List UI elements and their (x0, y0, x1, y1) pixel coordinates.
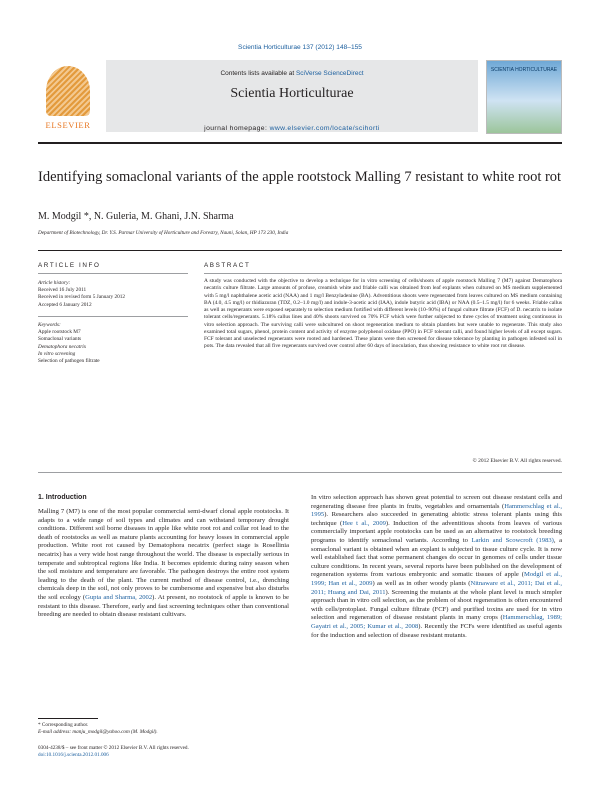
abstract-heading: ABSTRACT (204, 262, 251, 269)
footnote (38, 722, 289, 736)
homepage-link[interactable]: www.elsevier.com/locate/scihorti (269, 125, 380, 132)
intro-text: ). Screening the mutants at the whole plant level is much simpler approach than in vitro cell selection, as the problem of shoot regeneration is often encountered with cells/protoplast. Fungal culture filtrate (FCF) and purified toxins are used for in vitro selection and regeneration of disease resistant plants in many crops ( (311, 588, 562, 622)
intro-column-left (38, 508, 289, 620)
author-list: M. Modgil *, N. Guleria, M. Ghani, J.N. Sharma (38, 211, 234, 222)
keyword-item: Somaclonal variants (38, 336, 82, 343)
abstract-rule (204, 273, 562, 274)
article-info-heading: ARTICLE INFO (38, 262, 101, 269)
article-info-rule (38, 273, 188, 274)
journal-name: Scientia Horticulturae (230, 86, 354, 101)
article-title: Identifying somaclonal variants of the apple rootstock Malling 7 resistant to white root rot (38, 169, 562, 185)
contents-prefix: Contents lists available at (220, 70, 296, 77)
intro-text: ). Researchers also succeeded in generating abiotic stress tolerant plants using this technique ( (311, 511, 562, 527)
author-email[interactable]: E-mail address: manju_modgil@yahoo.com (M. Modgil). (38, 729, 158, 735)
history-label: Article history: (38, 280, 71, 286)
corresponding-author: * Corresponding author. (38, 722, 89, 728)
intro-text: ). At present, no rootstock of apple is known to be resistant to this disease. Therefore, early and fast screening techniques other than conventional breeding are needed to obtain disease resistant cultivars. (38, 593, 289, 619)
citation-link[interactable]: Hammerschlag, 1989; Gayatri et al., 2005; Kumar et al., 2008 (311, 614, 562, 630)
copyright-notice: © 2012 Elsevier B.V. All rights reserved. (472, 458, 562, 464)
abstract-end-rule (38, 472, 562, 473)
citation-link[interactable]: Hammerschlag et al., 1995 (311, 502, 562, 519)
contents-availability (106, 70, 478, 77)
intro-text: In vitro selection approach has shown great potential to screen out disease resistant cells and regenerating disease free plants in fruits, vegetables and ornamentals ( (311, 494, 562, 510)
citation-link[interactable]: Hee t al., 2009 (342, 519, 386, 527)
intro-text: ) as well as in other woody plants ( (372, 579, 471, 587)
keyword-item: Apple rootstock M7 (38, 329, 81, 336)
citation-link[interactable]: Modgil et al., 1999; Han et al., 2009 (311, 571, 563, 587)
citation-link[interactable]: Nitnaware et al., 2011; Dai et al., 2011; Huang and Dai, 2011 (311, 579, 562, 596)
abstract-text: A study was conducted with the objective to develop a technique for in vitro screening of cells/shoots of apple rootstock Malling 7 (M7) against Dematophora necatrix culture filtrate. Large amounts of profuse, creamish white and friable calli was obtained from leaf explants when cultured on MS medium supplemented with 5 mg/l naphthalene acetic acid (NAA) and 1 mg/l Benzyladenine (BA). Adventitious shoots were regenerated from leaves cultured on MS medium containing BA (4.0, 4.5 mg/l) or thidiazuran (TDZ, 0.2–1.0 mg/l) and indole-3-acetic acid (IAA), indole butyric acid (IBA) or NAA (0.5–1.5 mg/l) for 6 weeks. Friable callus as well as regenerants were exposed separately to selection medium fortified with different levels (10–90%) of fungal culture filtrate (FCF) of D. necatrix to isolate tolerant cells/regenerants. 5.18% callus lines and 40% shoots survived on 70% FCF which were further subjected to three cycles of treatment using continuous in vitro selection approach. The surviving calli were subcultured on shoot regeneration medium to obtain plantlets but were unable to regenerate. This study also examined total sugars, phenol, protein content and activity of enzyme polyphenol oxidase (PPO) in FCF tolerant calli, and found higher levels of all except sugars. FCF tolerant and unselected regenerants were rooted and hardened. These plants were then screened for disease tolerance by planting in pathogen infested soil in pots. The data revealed that all five regenerants survived over control after 60 days of inoculation, thus showing resistance to white root rot disease. (204, 278, 562, 350)
journal-citation[interactable]: Scientia Horticulturae 137 (2012) 148–155 (238, 44, 362, 51)
introduction-heading: 1. Introduction (38, 494, 87, 501)
received-date: Received 16 July 2011 (38, 287, 87, 294)
accepted-date: Accepted 6 January 2012 (38, 301, 92, 308)
keyword-item: In vitro screening (38, 350, 76, 357)
citation-link[interactable]: Larkin and Scowcroft (1983) (471, 536, 554, 544)
intro-text: ). Recently the FCFs were identified as useful agents for the induction and selection of disease resistant mutants. (311, 622, 562, 639)
journal-homepage (106, 125, 478, 132)
keyword-item: Selection of pathogen filtrate (38, 358, 100, 365)
homepage-prefix: journal homepage: (204, 125, 270, 132)
revised-date: Received in revised form 5 January 2012 (38, 294, 126, 301)
issn-line: 0304-4238/$ – see front matter © 2012 Elsevier B.V. All rights reserved. (38, 745, 189, 751)
publisher-name: ELSEVIER (45, 120, 91, 130)
front-matter-info (38, 745, 289, 759)
author-affiliation: Department of Biotechnology, Dr. Y.S. Parmar University of Horticulture and Forestry, Nauni, Solan, HP 173 230, India (38, 230, 289, 236)
keywords-label: Keywords: (38, 322, 61, 328)
header-divider (38, 250, 562, 251)
intro-text: ). Induction of the adventitious shoots from leaves of various commercially important apple rootstocks can be used as an alternative to rootstock breeding programs to identify somaclonal variants. According to (311, 519, 562, 544)
article-info-divider (38, 316, 188, 317)
footnote-rule (38, 718, 98, 719)
cover-title: SCIENTIA HORTICULTURAE (490, 67, 558, 73)
journal-cover-thumbnail (486, 60, 562, 134)
citation-link[interactable]: Gupta and Sharma, 2002 (85, 593, 153, 601)
keywords-block (38, 322, 156, 365)
article-history (38, 280, 156, 309)
intro-text: Malling 7 (M7) is one of the most popular commercial semi-dwarf clonal apple rootstocks. It adapts to a wide range of soil types and climates and can withstand temporary drought conditions. Different soil borne diseases in apple like white root rot and collar rot lead to the death of rootstocks as well as mature plants accounting for heavy losses in commercial apple production. White root rot caused by Dematophora necatrix (perfect stage is Rosellinia necatrix) has a very wide host range throughout the world. The disease is especially serious in temperate and subtropical regions like India. It becomes epidemic during rainy season when the soil moisture and temperature are favorable. The pathogen destroys the entire root system leading to the death of the plant. The current method of disease control, i.e., drenching chemicals deep in the soil, not only proves to be cumbersome and expensive but also disturbs the soil ecology ( (38, 508, 289, 601)
elsevier-logo (38, 64, 98, 134)
doi-link[interactable]: doi:10.1016/j.scienta.2012.01.006 (38, 752, 109, 758)
keyword-item: Dematophora necatrix (38, 343, 87, 350)
elsevier-tree-icon (46, 66, 90, 116)
sciencedirect-link[interactable]: SciVerse ScienceDirect (295, 70, 364, 77)
masthead-rule (38, 142, 562, 144)
intro-column-right (311, 494, 562, 640)
intro-text: , a somaclonal variant is obtained when an explant is subjected to tissue culture cycle. It is now well established fact that some permanent changes do occur in genomes of cells under tissue culture conditions. In recent years, several reports have been published on the development of regeneration systems from various embryonic and somatic tissues of apple ( (311, 536, 562, 579)
journal-banner (106, 60, 478, 132)
